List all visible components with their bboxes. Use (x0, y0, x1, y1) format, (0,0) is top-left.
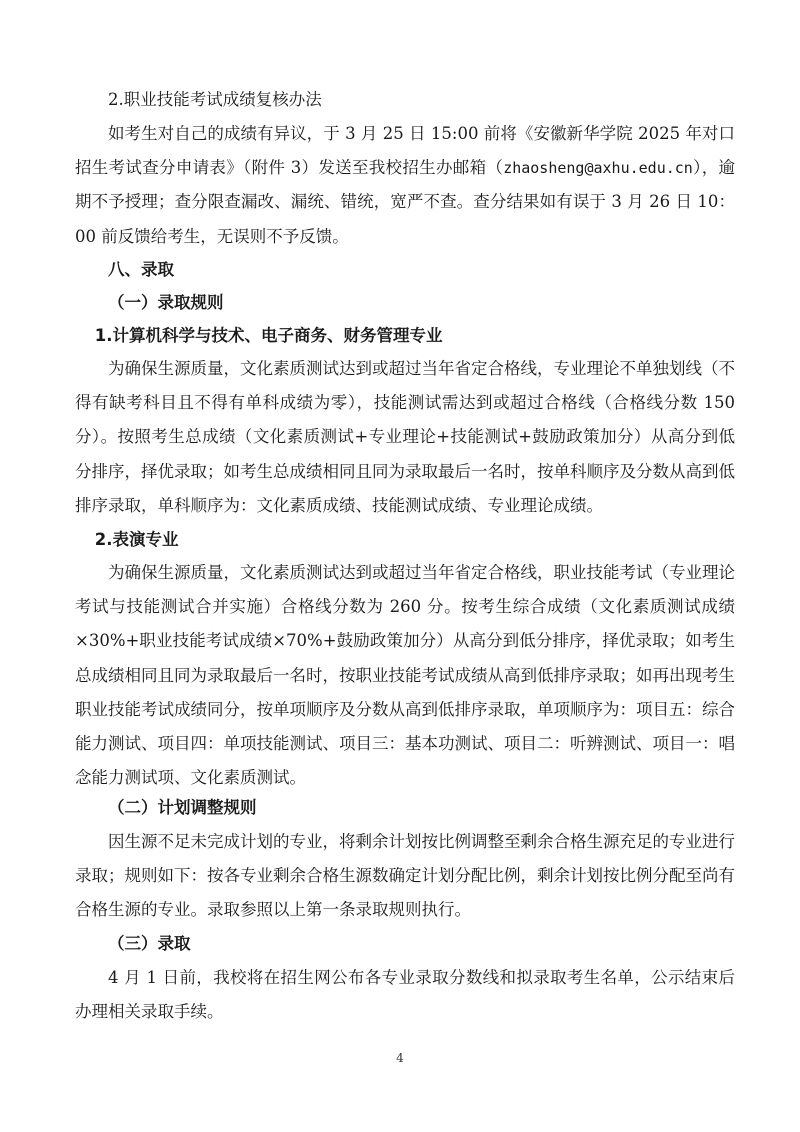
rule-2-title: 2.表演专业 (94, 530, 179, 549)
review-text-part1: 如考生对自己的成绩有异议，于 3 月 25 日 15:00 前将《安徽新华学院 2025 年对口招生考试查分申请表》（附件 3）发送至我校招生办邮箱（ (75, 124, 735, 178)
rule-1-title: 1.计算机科学与技术、电子商务、财务管理专业 (94, 326, 443, 345)
subsection-1-title: （一）录取规则 (108, 293, 224, 312)
email-address: zhaosheng@axhu.edu.cn (503, 159, 693, 178)
plan-adjust-paragraph: 因生源不足未完成计划的专业，将剩余计划按比例调整至剩余合格生源充足的专业进行录取；规则如下：按各专业剩余合格生源数确定计划分配比例，剩余计划按比例分配至尚有合格生源的专业。录取参照以上第一条录取规则执行。 (75, 832, 735, 920)
page-number: 4 (396, 1051, 404, 1065)
admission-paragraph: 4 月 1 日前，我校将在招生网公布各专业录取分数线和拟录取考生名单，公示结束后办理相关录取手续。 (75, 968, 735, 1022)
review-text-part2: ），逾期不予授理；查分限查漏改、漏统、错统，宽严不查。查分结果如有误于 3 月 26 日 10：00 前反馈给考生，无误则不予反馈。 (75, 158, 736, 246)
review-paragraph (75, 117, 735, 254)
section-8-title: 八、录取 (108, 260, 174, 279)
subsection-2-title: （二）计划调整规则 (108, 798, 257, 817)
section-2-title: 2.职业技能考试成绩复核办法 (108, 90, 322, 109)
subsection-3-title: （三）录取 (108, 934, 191, 953)
rule-1-paragraph: 为确保生源质量，文化素质测试达到或超过当年省定合格线，专业理论不单独划线（不得有缺考科目且不得有单科成绩为零），技能测试需达到或超过合格线（合格线分数 150 分）。按照考生总成绩（文化素质测试+专业理论+技能测试+鼓励政策加分）从高分到低分排序，择优录取；如考生总成绩相同且同为录取最后一名时，按单科顺序及分数从高到低排序录取，单科顺序为：文化素质成绩、技能测试成绩、专业理论成绩。 (75, 359, 735, 515)
rule-2-paragraph: 为确保生源质量，文化素质测试达到或超过当年省定合格线，职业技能考试（专业理论考试与技能测试合并实施）合格线分数为 260 分。按考生综合成绩（文化素质测试成绩×30%+职业技能考试成绩×70%+鼓励政策加分）从高分到低分排序，择优录取；如考生总成绩相同且同为录取最后一名时，按职业技能考试成绩从高到低排序录取；如再出现考生职业技能考试成绩同分，按单项顺序及分数从高到低排序录取，单项顺序为：项目五：综合能力测试、项目四：单项技能测试、项目三：基本功测试、项目二：听辨测试、项目一：唱念能力测试项、文化素质测试。 (75, 563, 735, 788)
